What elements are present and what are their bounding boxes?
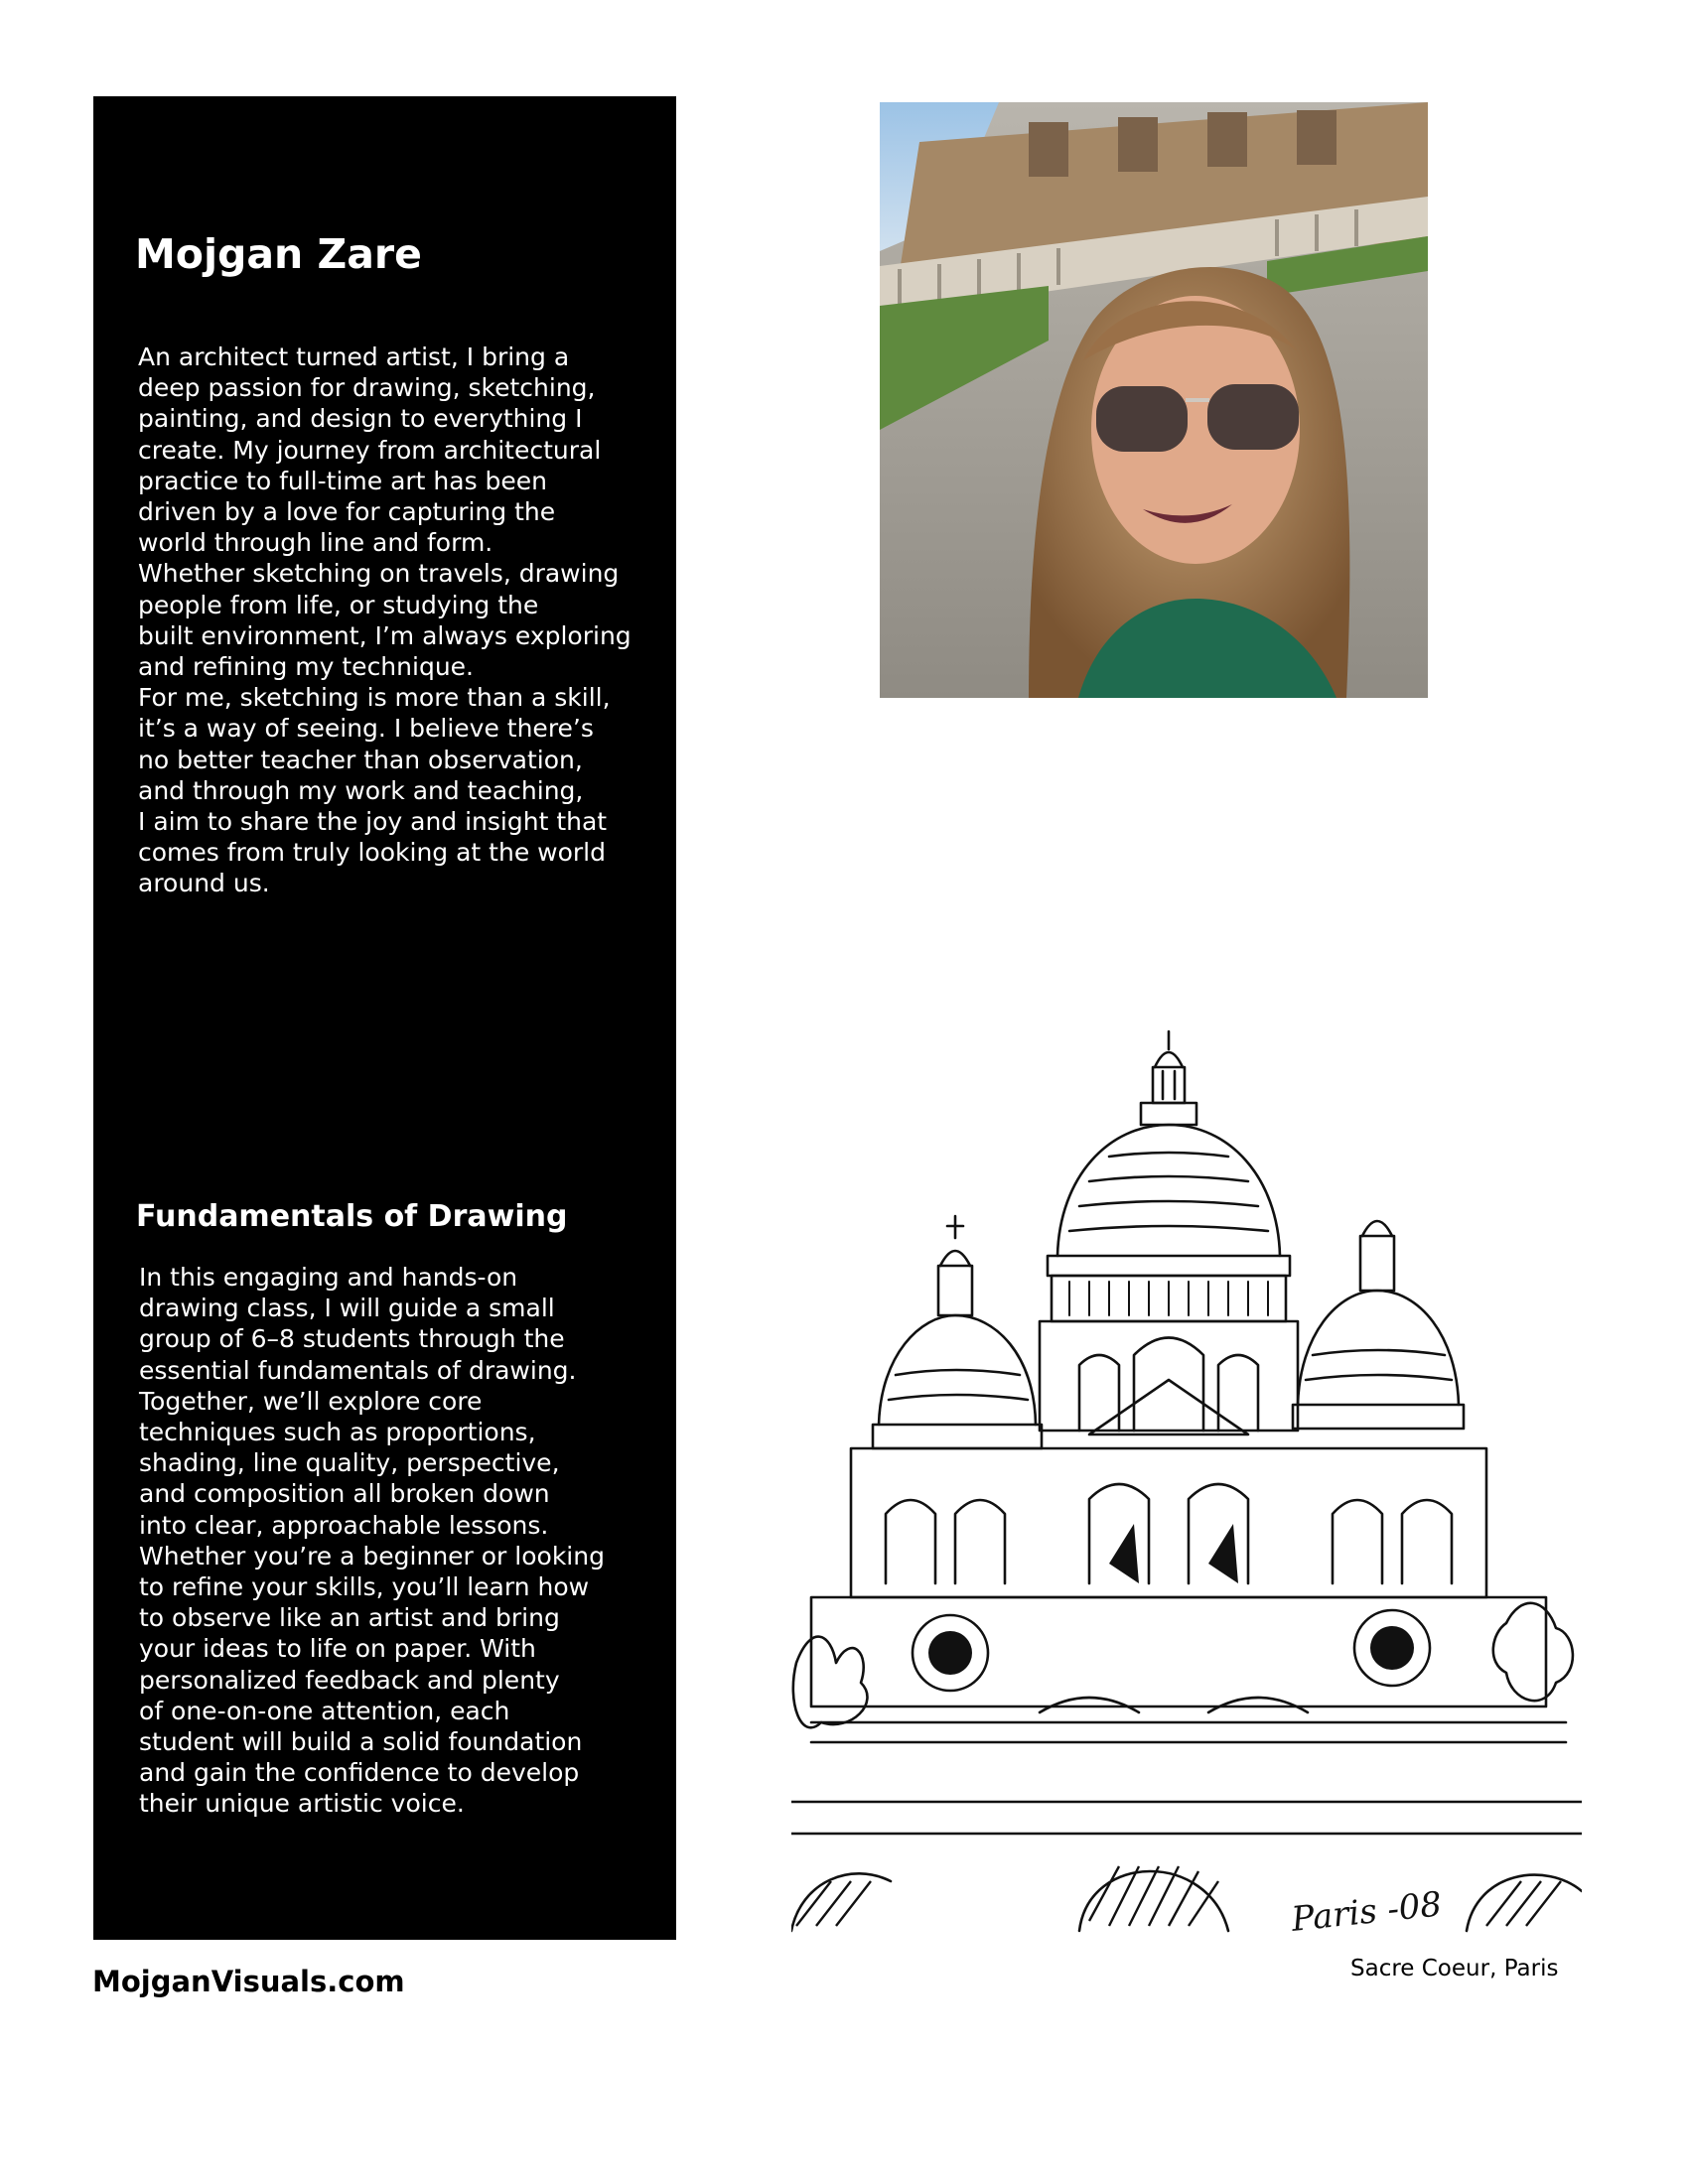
course-line: their unique artistic voice. [139, 1789, 465, 1819]
course-line: essential fundamentals of drawing. [139, 1355, 577, 1385]
course-line: student will build a solid foundation [139, 1727, 583, 1757]
course-description [139, 1262, 675, 1820]
course-line: and gain the confidence to develop [139, 1758, 580, 1788]
portrait-photo [880, 102, 1428, 698]
course-line: In this engaging and hands-on [139, 1263, 518, 1292]
bio-line: people from life, or studying the [138, 590, 539, 619]
bio-line: driven by a love for capturing the [138, 497, 556, 527]
course-line: and composition all broken down [139, 1479, 550, 1509]
artist-name: Mojgan Zare [135, 230, 422, 278]
bio-line: built environment, I’m always exploring [138, 620, 632, 650]
course-title: Fundamentals of Drawing [136, 1199, 568, 1234]
course-line: Whether you’re a beginner or looking [139, 1541, 605, 1570]
course-line: techniques such as proportions, [139, 1418, 536, 1447]
website-link[interactable]: MojganVisuals.com [92, 1965, 405, 1998]
artist-bio [138, 341, 674, 899]
bio-line: For me, sketching is more than a skill, [138, 683, 611, 713]
course-line: drawing class, I will guide a small [139, 1294, 555, 1323]
course-line: into clear, approachable lessons. [139, 1510, 549, 1540]
bio-line: create. My journey from architectural [138, 435, 602, 465]
bio-line: deep passion for drawing, sketching, [138, 373, 596, 403]
course-line: of one-on-one attention, each [139, 1696, 510, 1725]
course-line: group of 6–8 students through the [139, 1324, 565, 1354]
sketch-signature: Paris -08 [1289, 1884, 1444, 1940]
sketch-caption: Sacre Coeur, Paris [1350, 1956, 1559, 1981]
bio-line: I aim to share the joy and insight that [138, 807, 608, 837]
bio-line: no better teacher than observation, [138, 745, 583, 774]
bio-line: world through line and form. [138, 528, 493, 558]
bio-line: comes from truly looking at the world [138, 838, 606, 868]
bio-line: practice to full-time art has been [138, 466, 548, 495]
bio-line: and through my work and teaching, [138, 775, 584, 805]
bio-line: it’s a way of seeing. I believe there’s [138, 714, 594, 744]
bio-line: An architect turned artist, I bring a [138, 342, 570, 371]
course-line: shading, line quality, perspective, [139, 1448, 560, 1478]
bio-line: Whether sketching on travels, drawing [138, 559, 620, 589]
bio-line: around us. [138, 869, 270, 898]
course-line: to refine your skills, you’ll learn how [139, 1572, 590, 1602]
bio-line: and refining my technique. [138, 652, 474, 682]
bio-line: painting, and design to everything I [138, 404, 583, 434]
course-line: your ideas to life on paper. With [139, 1634, 536, 1664]
course-line: to observe like an artist and bring [139, 1603, 560, 1633]
course-line: Together, we’ll explore core [139, 1386, 483, 1416]
sacre-coeur-sketch [791, 1027, 1582, 1945]
course-line: personalized feedback and plenty [139, 1665, 560, 1695]
